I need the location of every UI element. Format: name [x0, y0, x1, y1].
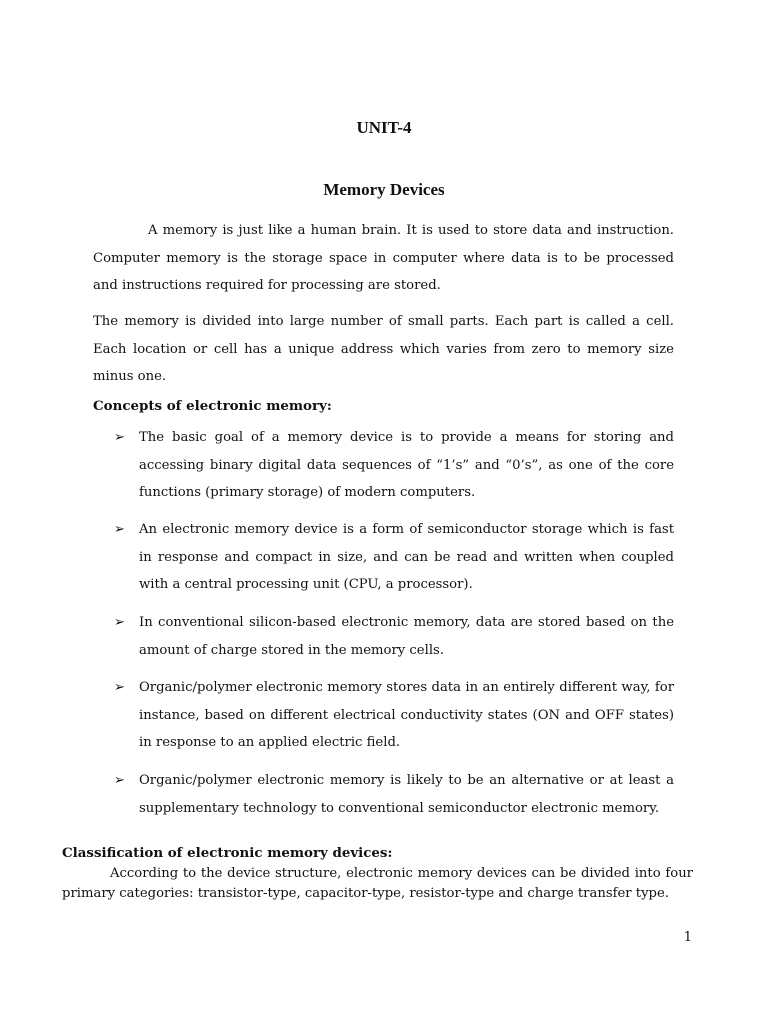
intro-paragraph-2: The memory is divided into large number of small parts. Each part is called a cell. Each location or cell has a unique address which varies from zero to memory size minus one. — [93, 314, 674, 384]
arrow-bullet-icon: ➢ — [114, 430, 125, 445]
page-title: Memory Devices — [323, 180, 445, 199]
list-item-text: Organic/polymer electronic memory stores data in an entirely different way, for instance, based on different electrical conductivity states (ON and OFF states) in response to an applied electric field. — [139, 680, 674, 750]
unit-heading: UNIT-4 — [356, 118, 412, 137]
list-item-text: The basic goal of a memory device is to provide a means for storing and accessing binary digital data sequences of “1’s” and “0’s”, as one of the core functions (primary storage) of modern computers. — [139, 430, 674, 500]
classification-paragraph: According to the device structure, electronic memory devices can be divided into four primary categories: transistor-type, capacitor-type, resistor-type and charge transfer type. — [62, 866, 693, 901]
arrow-bullet-icon: ➢ — [114, 522, 125, 537]
concepts-heading: Concepts of electronic memory: — [93, 398, 332, 414]
arrow-bullet-icon: ➢ — [114, 773, 125, 788]
page-number: 1 — [683, 930, 692, 945]
intro-paragraph-1: A memory is just like a human brain. It is used to store data and instruction. Computer memory is the storage space in computer where data is to be processed and instructions required for processing are stored. — [93, 223, 674, 293]
list-item-text: In conventional silicon-based electronic memory, data are stored based on the amount of charge stored in the memory cells. — [139, 615, 674, 658]
list-item-text: An electronic memory device is a form of semiconductor storage which is fast in response and compact in size, and can be read and written when coupled with a central processing unit (CPU, a processor). — [139, 522, 674, 592]
arrow-bullet-icon: ➢ — [114, 615, 125, 630]
list-item-text: Organic/polymer electronic memory is likely to be an alternative or at least a supplementary technology to conventional semiconductor electronic memory. — [139, 773, 674, 816]
classification-heading: Classification of electronic memory devices: — [62, 845, 393, 861]
arrow-bullet-icon: ➢ — [114, 680, 125, 695]
